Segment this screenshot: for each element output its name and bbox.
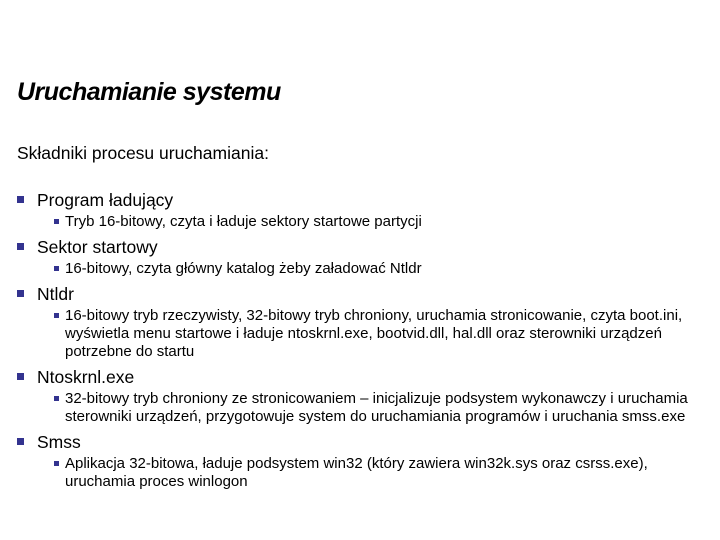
list-subitem [54,455,705,491]
list-subitem-text: Tryb 16-bitowy, czyta i ładuje sektory startowe partycji [65,213,422,230]
list-subitem [54,260,705,278]
square-bullet-icon [54,266,59,271]
list-item [17,430,707,454]
square-bullet-icon [17,243,24,250]
square-bullet-icon [54,313,59,318]
list-subitem-text: Aplikacja 32-bitowa, ładuje podsystem win32 (który zawiera win32k.sys oraz csrss.exe), uruchamia proces winlogon [65,455,648,490]
list-subitem [54,213,705,231]
list-item [17,365,707,389]
list-item [17,282,707,306]
list-subitem-text: 32-bitowy tryb chroniony ze stronicowaniem – inicjalizuje podsystem wykonawczy i uruchamia sterowniki urządzeń, przygotowuje system do uruchamiania programów i uruchania smss.exe [65,390,688,425]
square-bullet-icon [17,290,24,297]
list-item-label: Program ładujący [37,190,174,210]
list-item-label: Ntldr [37,284,74,304]
list-subitem [54,390,705,426]
list-item-label: Sektor startowy [37,237,158,257]
bullet-list [17,188,707,495]
square-bullet-icon [54,219,59,224]
list-subitem-text: 16-bitowy tryb rzeczywisty, 32-bitowy tryb chroniony, uruchamia stronicowanie, czyta boot.ini, wyświetla menu startowe i ładuje ntoskrnl.exe, bootvid.dll, hal.dll oraz sterowniki urządzeń potrzebne do startu [65,307,683,360]
slide-title: Uruchamianie systemu [17,78,281,106]
list-item [17,188,707,212]
intro-text: Składniki procesu uruchamiania: [17,143,269,163]
square-bullet-icon [17,196,24,203]
square-bullet-icon [17,373,24,380]
square-bullet-icon [54,461,59,466]
list-subitem-text: 16-bitowy, czyta główny katalog żeby załadować Ntldr [65,260,422,277]
list-item-label: Smss [37,432,81,452]
list-item-label: Ntoskrnl.exe [37,367,135,387]
square-bullet-icon [17,438,24,445]
list-subitem [54,307,705,361]
square-bullet-icon [54,396,59,401]
list-item [17,235,707,259]
